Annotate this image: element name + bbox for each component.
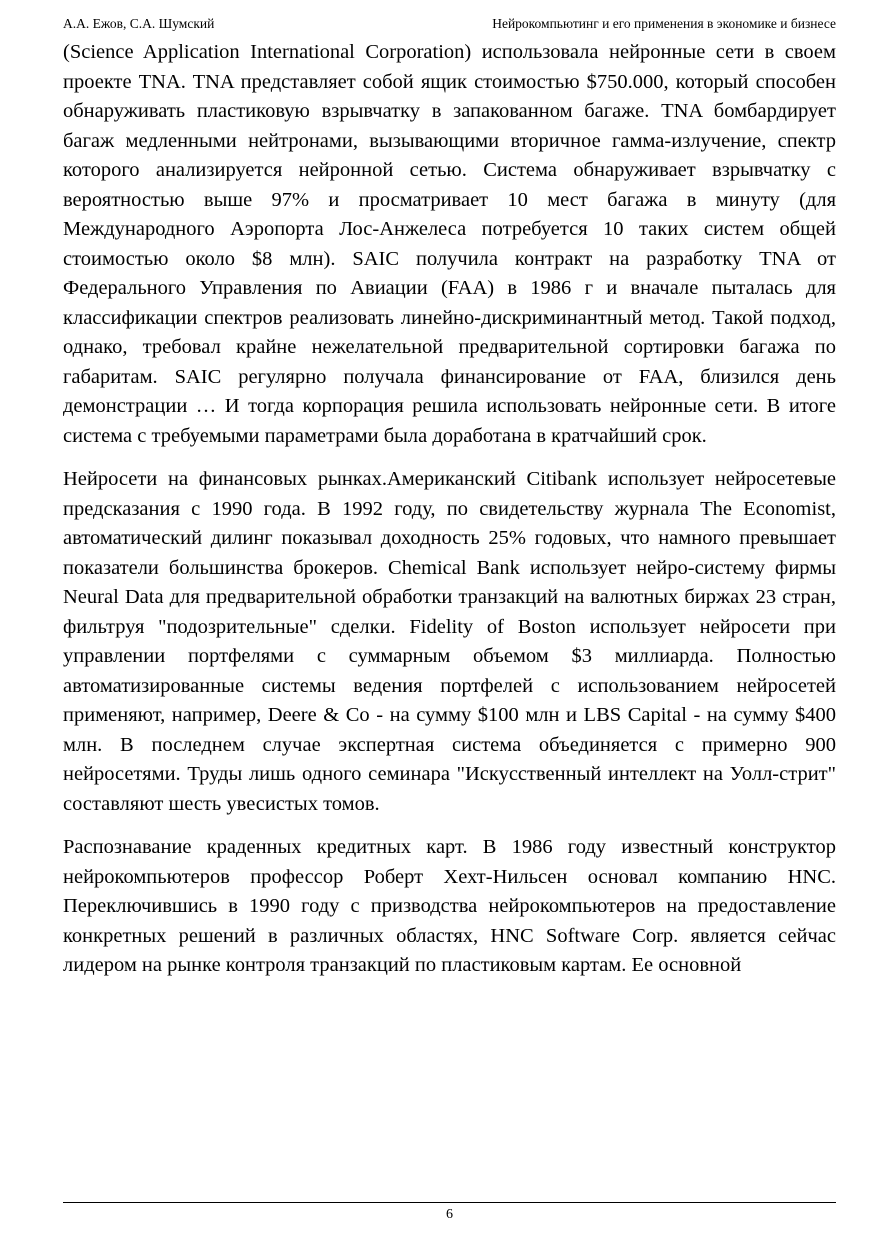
body-text: [63, 38, 836, 981]
paragraph-financial-markets: Нейросети на финансовых рынках.Американский Citibank использует нейросетевые предсказания с 1990 года. В 1992 году, по свидетельству журнала The Economist, автоматический дилинг показывал доходность 25% годовых, что намного превышает показатели большинства брокеров. Chemical Bank использует нейро-систему фирмы Neural Data для предварительной обработки транзакций на валютных биржах 23 стран, фильтруя "подозрительные" сделки. Fidelity of Boston использует нейросети при управлении портфелями с суммарным объемом $3 миллиарда. Полностью автоматизированные системы ведения портфелей с использованием нейросетей применяют, например, Deere & Co - на сумму $100 млн и LBS Capital - на сумму $400 млн. В последнем случае экспертная система объединяется с примерно 900 нейросетями. Труды лишь одного семинара "Искусственный интеллект на Уолл-стрит" составляют шесть увесистых томов.: [63, 468, 836, 815]
header-book-title: Нейрокомпьютинг и его применения в экономике и бизнесе: [492, 16, 836, 31]
page-number: 6: [446, 1207, 453, 1222]
footer-rule: [63, 1202, 836, 1203]
paragraph-credit-cards: Распознавание краденных кредитных карт. В 1986 году известный конструктор нейрокомпьютеров профессор Роберт Хехт-Нильсен основал компанию HNC. Переключившись в 1990 году с призводства нейрокомпьютеров на предоставление конкретных решений в различных областях, HNC Software Corp. является сейчас лидером на рынке контроля транзакций по пластиковым картам. Ее основной: [63, 836, 836, 976]
paragraph-tna: (Science Application International Corporation) использовала нейронные сети в своем проекте TNA. TNA представляет собой ящик стоимостью $750.000, который способен обнаруживать пластиковую взрывчатку в запакованном багаже. TNA бомбардирует багаж медленными нейтронами, вызывающими вторичное гамма-излучение, спектр которого анализируется нейронной сетью. Система обнаруживает взрывчатку с вероятностью выше 97% и просматривает 10 мест багажа в минуту (для Международного Аэропорта Лос-Анжелеса потребуется 10 таких систем общей стоимостью около $8 млн). SAIC получила контракт на разработку TNA от Федерального Управления по Авиации (FAA) в 1986 г и вначале пыталась для классификации спектров реализовать линейно-дискриминантный метод. Такой подход, однако, требовал крайне нежелательной предварительной сортировки багажа по габаритам. SAIC регулярно получала финансирование от FAA, близился день демонстрации … И тогда корпорация решила использовать нейронные сети. В итоге система с требуемыми параметрами была доработана в кратчайший срок.: [63, 41, 836, 447]
page-header: [63, 14, 836, 34]
header-authors: А.А. Ежов, С.А. Шумский: [63, 16, 215, 31]
